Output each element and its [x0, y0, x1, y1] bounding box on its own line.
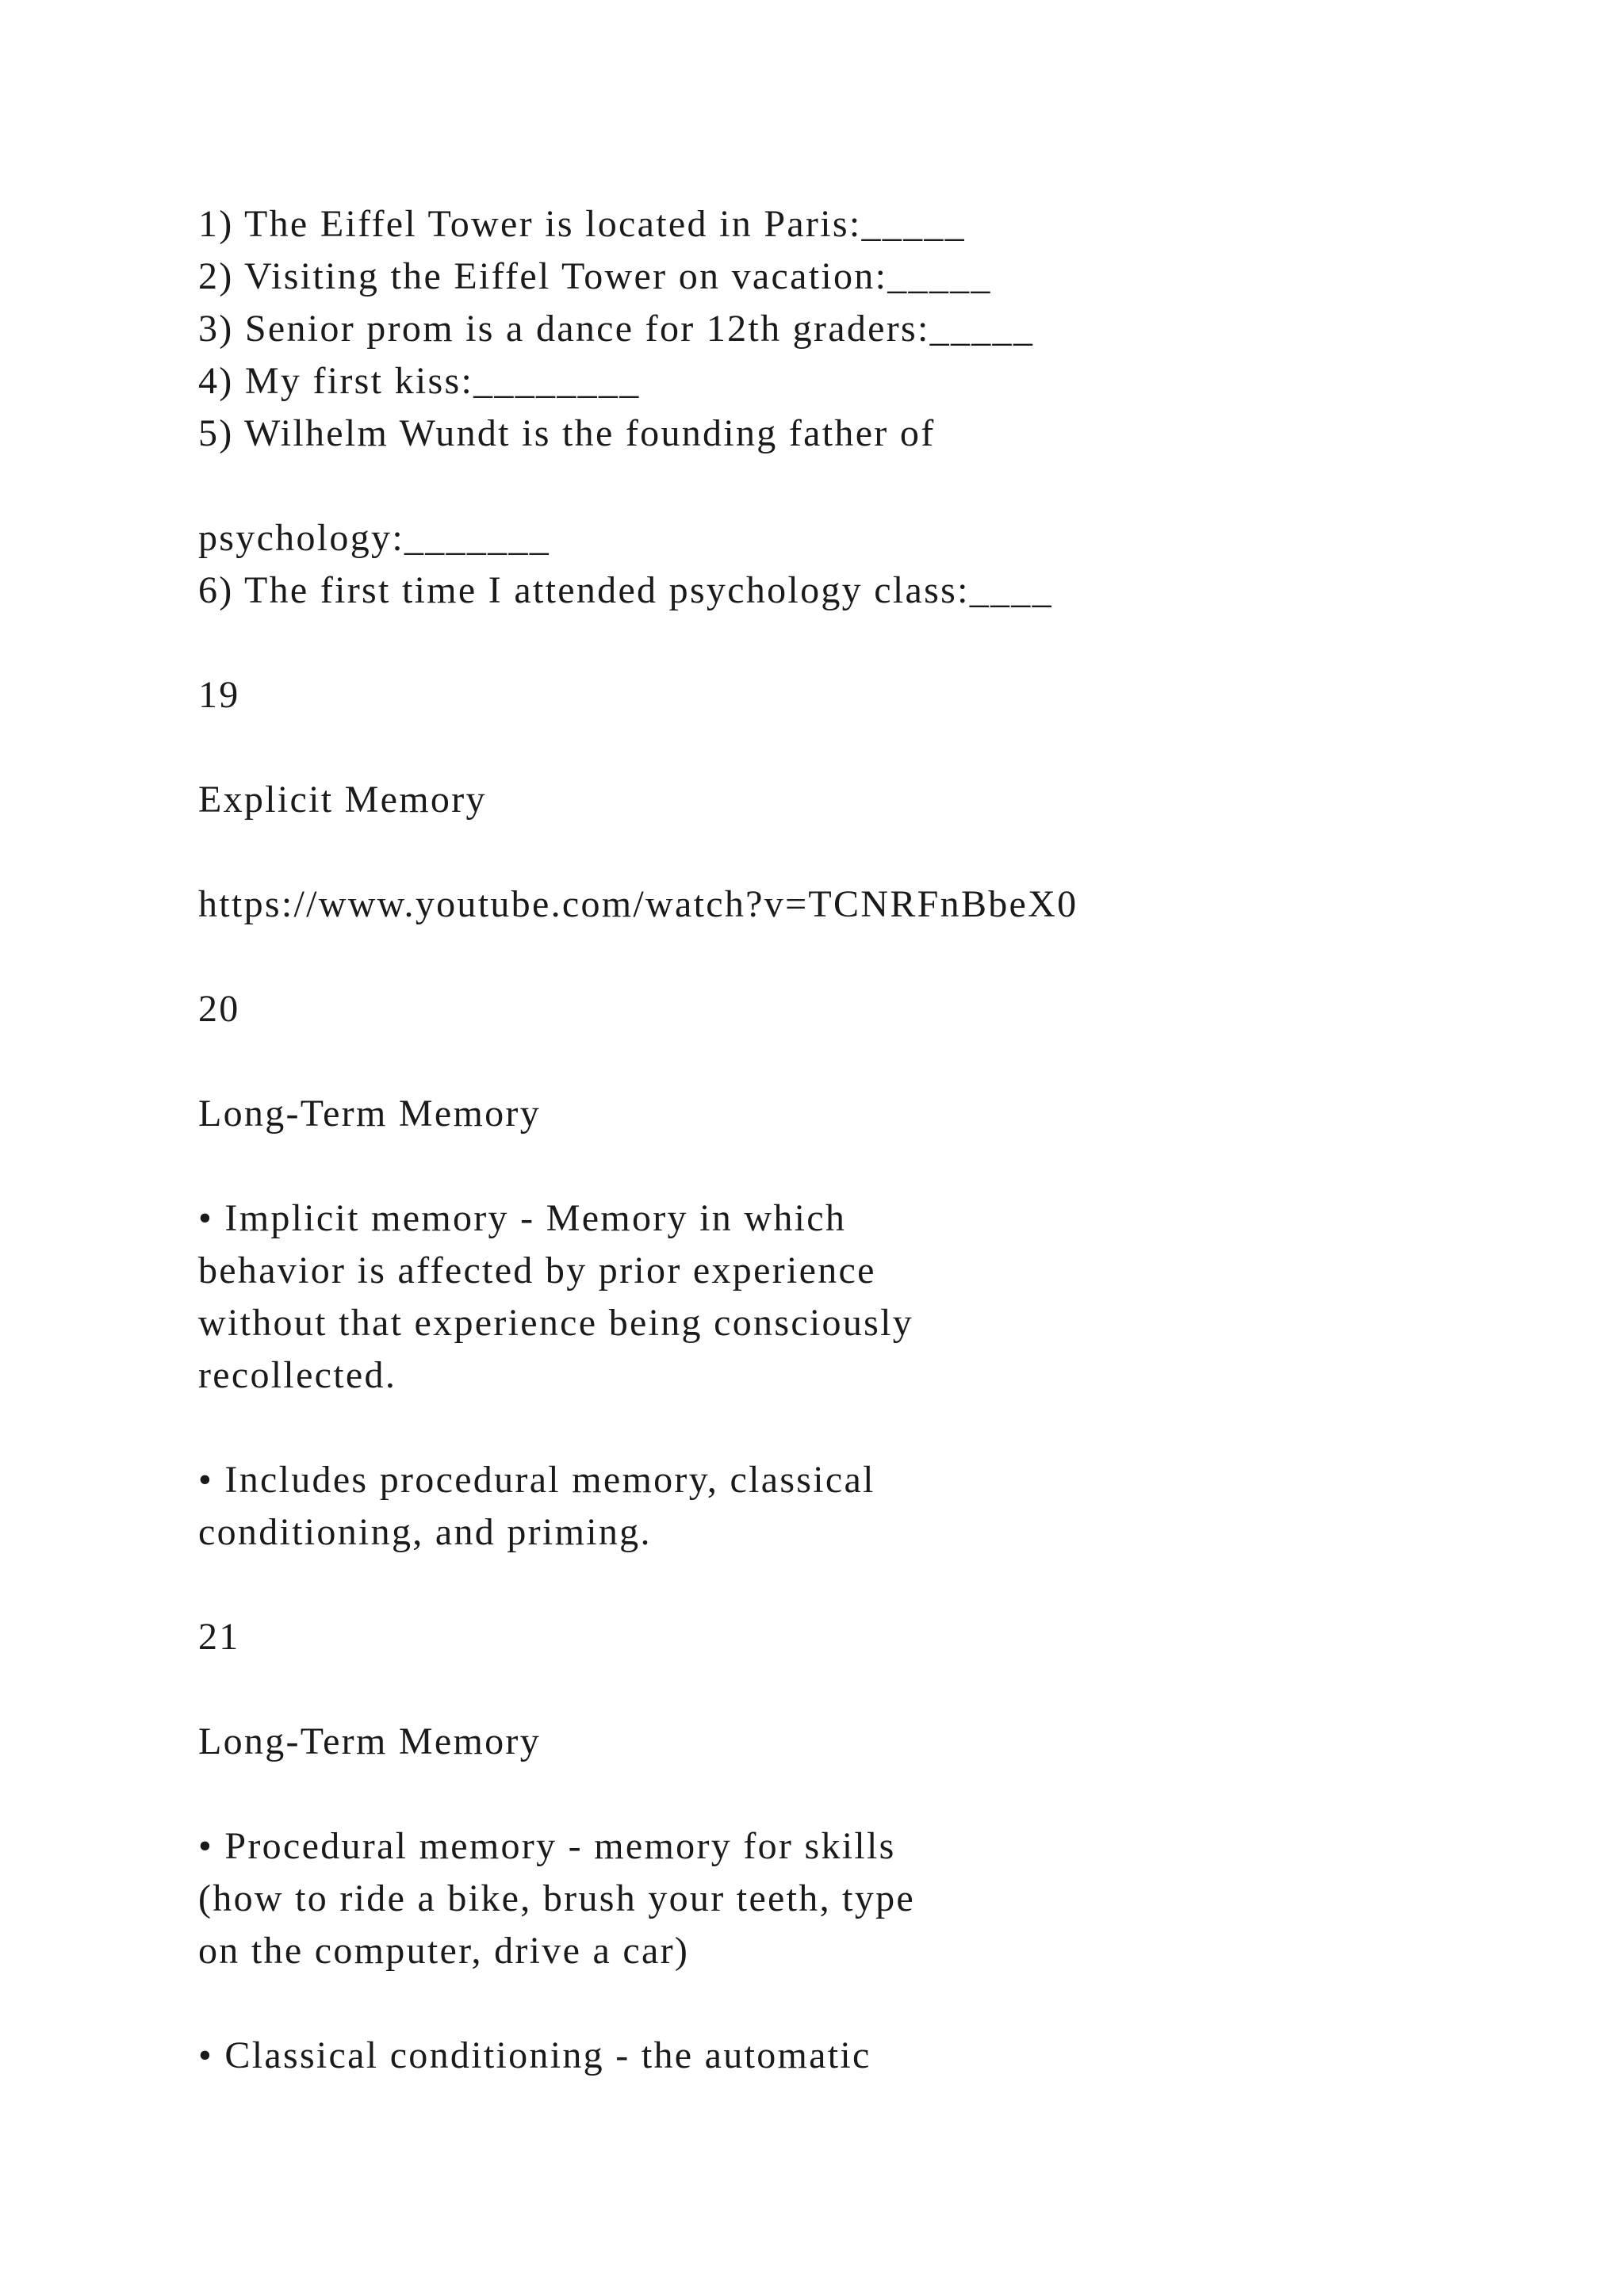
- quiz-item-1: 1) The Eiffel Tower is located in Paris:_____: [198, 203, 966, 245]
- bullet-text: recollected.: [198, 1354, 397, 1396]
- bullet-text: conditioning, and priming.: [198, 1511, 652, 1553]
- blank-line: [198, 721, 1507, 774]
- blank-line: [198, 826, 1507, 878]
- blank-line: [198, 931, 1507, 983]
- blank-line: [198, 1035, 1507, 1088]
- quiz-item-4: 4) My first kiss:________: [198, 360, 641, 402]
- section-heading: Long-Term Memory: [198, 1720, 542, 1762]
- bullet-text: without that experience being consciously: [198, 1302, 914, 1344]
- slide-number: 20: [198, 988, 240, 1030]
- slide-number: 19: [198, 674, 240, 716]
- video-link[interactable]: https://www.youtube.com/watch?v=TCNRFnBbeX0: [198, 883, 1078, 925]
- blank-line: [198, 1402, 1507, 1454]
- blank-line: [198, 1663, 1507, 1716]
- blank-line: [198, 1559, 1507, 1611]
- quiz-item-5: 5) Wilhelm Wundt is the founding father of: [198, 412, 936, 454]
- blank-line: [198, 617, 1507, 669]
- blank-line: [198, 1768, 1507, 1820]
- document-page: [198, 198, 1507, 2082]
- bullet-text: • Procedural memory - memory for skills: [198, 1825, 896, 1867]
- bullet-text: • Implicit memory - Memory in which: [198, 1197, 847, 1239]
- bullet-text: • Classical conditioning - the automatic: [198, 2034, 871, 2076]
- blank-line: [198, 1977, 1507, 2030]
- bullet-text: • Includes procedural memory, classical: [198, 1459, 875, 1501]
- quiz-item-2: 2) Visiting the Eiffel Tower on vacation:_____: [198, 255, 992, 297]
- bullet-text: on the computer, drive a car): [198, 1930, 690, 1972]
- blank-line: [198, 1140, 1507, 1192]
- blank-line: [198, 460, 1507, 512]
- slide-number: 21: [198, 1616, 240, 1658]
- section-heading: Long-Term Memory: [198, 1093, 542, 1135]
- section-heading: Explicit Memory: [198, 779, 487, 821]
- quiz-item-5-continued: psychology:_______: [198, 517, 551, 559]
- bullet-text: behavior is affected by prior experience: [198, 1249, 876, 1292]
- quiz-item-6: 6) The first time I attended psychology class:____: [198, 569, 1053, 611]
- quiz-item-3: 3) Senior prom is a dance for 12th graders:_____: [198, 308, 1035, 350]
- bullet-text: (how to ride a bike, brush your teeth, type: [198, 1877, 916, 1919]
